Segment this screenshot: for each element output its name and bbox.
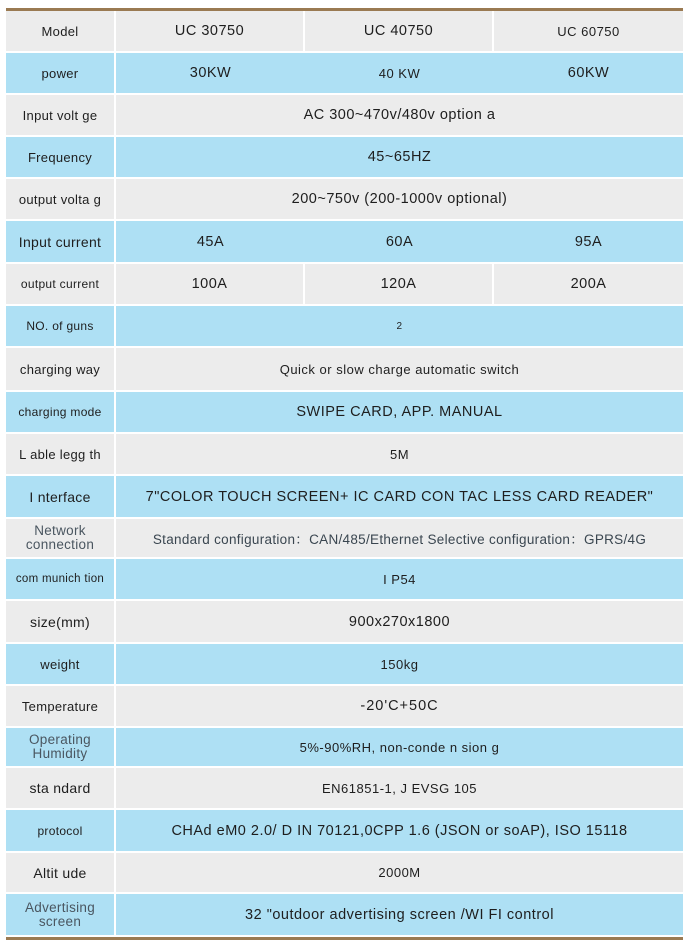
- table-row-humidity: [6, 728, 683, 768]
- cell-value: 5%-90%RH, non-conde n sion g: [116, 728, 683, 768]
- row-label: weight: [6, 644, 116, 686]
- cell-value: Quick or slow charge automatic switch: [116, 348, 683, 392]
- cell-value: 30KW: [116, 53, 305, 95]
- table-row-output-current: [6, 264, 683, 306]
- table-row-temperature: [6, 686, 683, 728]
- row-label: L able legg th: [6, 434, 116, 476]
- cell-value: 5M: [116, 434, 683, 476]
- row-label: Network connection: [6, 519, 116, 559]
- cell-value: 45~65HZ: [116, 137, 683, 179]
- cell-value: -20'C+50C: [116, 686, 683, 728]
- row-label: sta ndard: [6, 768, 116, 810]
- row-label: output volta g: [6, 179, 116, 221]
- table-row-size: [6, 601, 683, 644]
- row-label: Operating Humidity: [6, 728, 116, 768]
- table-row-output-voltage: [6, 179, 683, 221]
- cell-value: Standard configuration：CAN/485/Ethernet Selective configuration：GPRS/4G: [116, 519, 683, 559]
- table-row-frequency: [6, 137, 683, 179]
- row-label: com munich tion: [6, 559, 116, 601]
- spec-table: [6, 8, 683, 940]
- table-row-input-current: [6, 221, 683, 264]
- table-row-advertising: [6, 894, 683, 937]
- cell-value: 900x270x1800: [116, 601, 683, 644]
- cell-value: AC 300~470v/480v option a: [116, 95, 683, 137]
- table-row-standard: [6, 768, 683, 810]
- cell-value: I P54: [116, 559, 683, 601]
- cell-value: EN61851-1, J EVSG 105: [116, 768, 683, 810]
- row-label: protocol: [6, 810, 116, 853]
- cell-value: 40 KW: [305, 53, 494, 95]
- cell-value: 200A: [494, 264, 683, 306]
- row-label: size(mm): [6, 601, 116, 644]
- row-label: Advertising screen: [6, 894, 116, 937]
- cell-value: 60KW: [494, 53, 683, 95]
- table-row-altitude: [6, 853, 683, 894]
- cell-value: UC 40750: [305, 11, 494, 53]
- table-row-model: [6, 11, 683, 53]
- cell-value: 7"COLOR TOUCH SCREEN+ IC CARD CON TAC LESS CARD READER": [116, 476, 683, 519]
- table-row-charging-way: [6, 348, 683, 392]
- cell-value: CHAd eM0 2.0/ D IN 70121,0CPP 1.6 (JSON or soAP), ISO 15118: [116, 810, 683, 853]
- row-label: output current: [6, 264, 116, 306]
- table-row-network: [6, 519, 683, 559]
- row-label: Altit ude: [6, 853, 116, 894]
- cell-value: 45A: [116, 221, 305, 264]
- table-row-interface: [6, 476, 683, 519]
- table-row-guns: [6, 306, 683, 348]
- cell-value: 2: [116, 306, 683, 348]
- row-label: Input volt ge: [6, 95, 116, 137]
- table-row-communication: [6, 559, 683, 601]
- row-label: Temperature: [6, 686, 116, 728]
- table-row-power: [6, 53, 683, 95]
- cell-value: SWIPE CARD, APP. MANUAL: [116, 392, 683, 434]
- table-row-charging-mode: [6, 392, 683, 434]
- cell-value: 60A: [305, 221, 494, 264]
- cell-value: 32 "outdoor advertising screen /WI FI control: [116, 894, 683, 937]
- table-row-protocol: [6, 810, 683, 853]
- row-label: NO. of guns: [6, 306, 116, 348]
- cell-value: UC 60750: [494, 11, 683, 53]
- table-row-weight: [6, 644, 683, 686]
- table-row-input-voltage: [6, 95, 683, 137]
- row-label: charging way: [6, 348, 116, 392]
- row-label: I nterface: [6, 476, 116, 519]
- row-label: Model: [6, 11, 116, 53]
- cell-value: 100A: [116, 264, 305, 306]
- row-label: charging mode: [6, 392, 116, 434]
- cell-value: 2000M: [116, 853, 683, 894]
- row-label: Frequency: [6, 137, 116, 179]
- table-row-cable-length: [6, 434, 683, 476]
- row-label: Input current: [6, 221, 116, 264]
- cell-value: 200~750v (200-1000v optional): [116, 179, 683, 221]
- cell-value: 120A: [305, 264, 494, 306]
- cell-value: 95A: [494, 221, 683, 264]
- row-label: power: [6, 53, 116, 95]
- cell-value: 150kg: [116, 644, 683, 686]
- cell-value: UC 30750: [116, 11, 305, 53]
